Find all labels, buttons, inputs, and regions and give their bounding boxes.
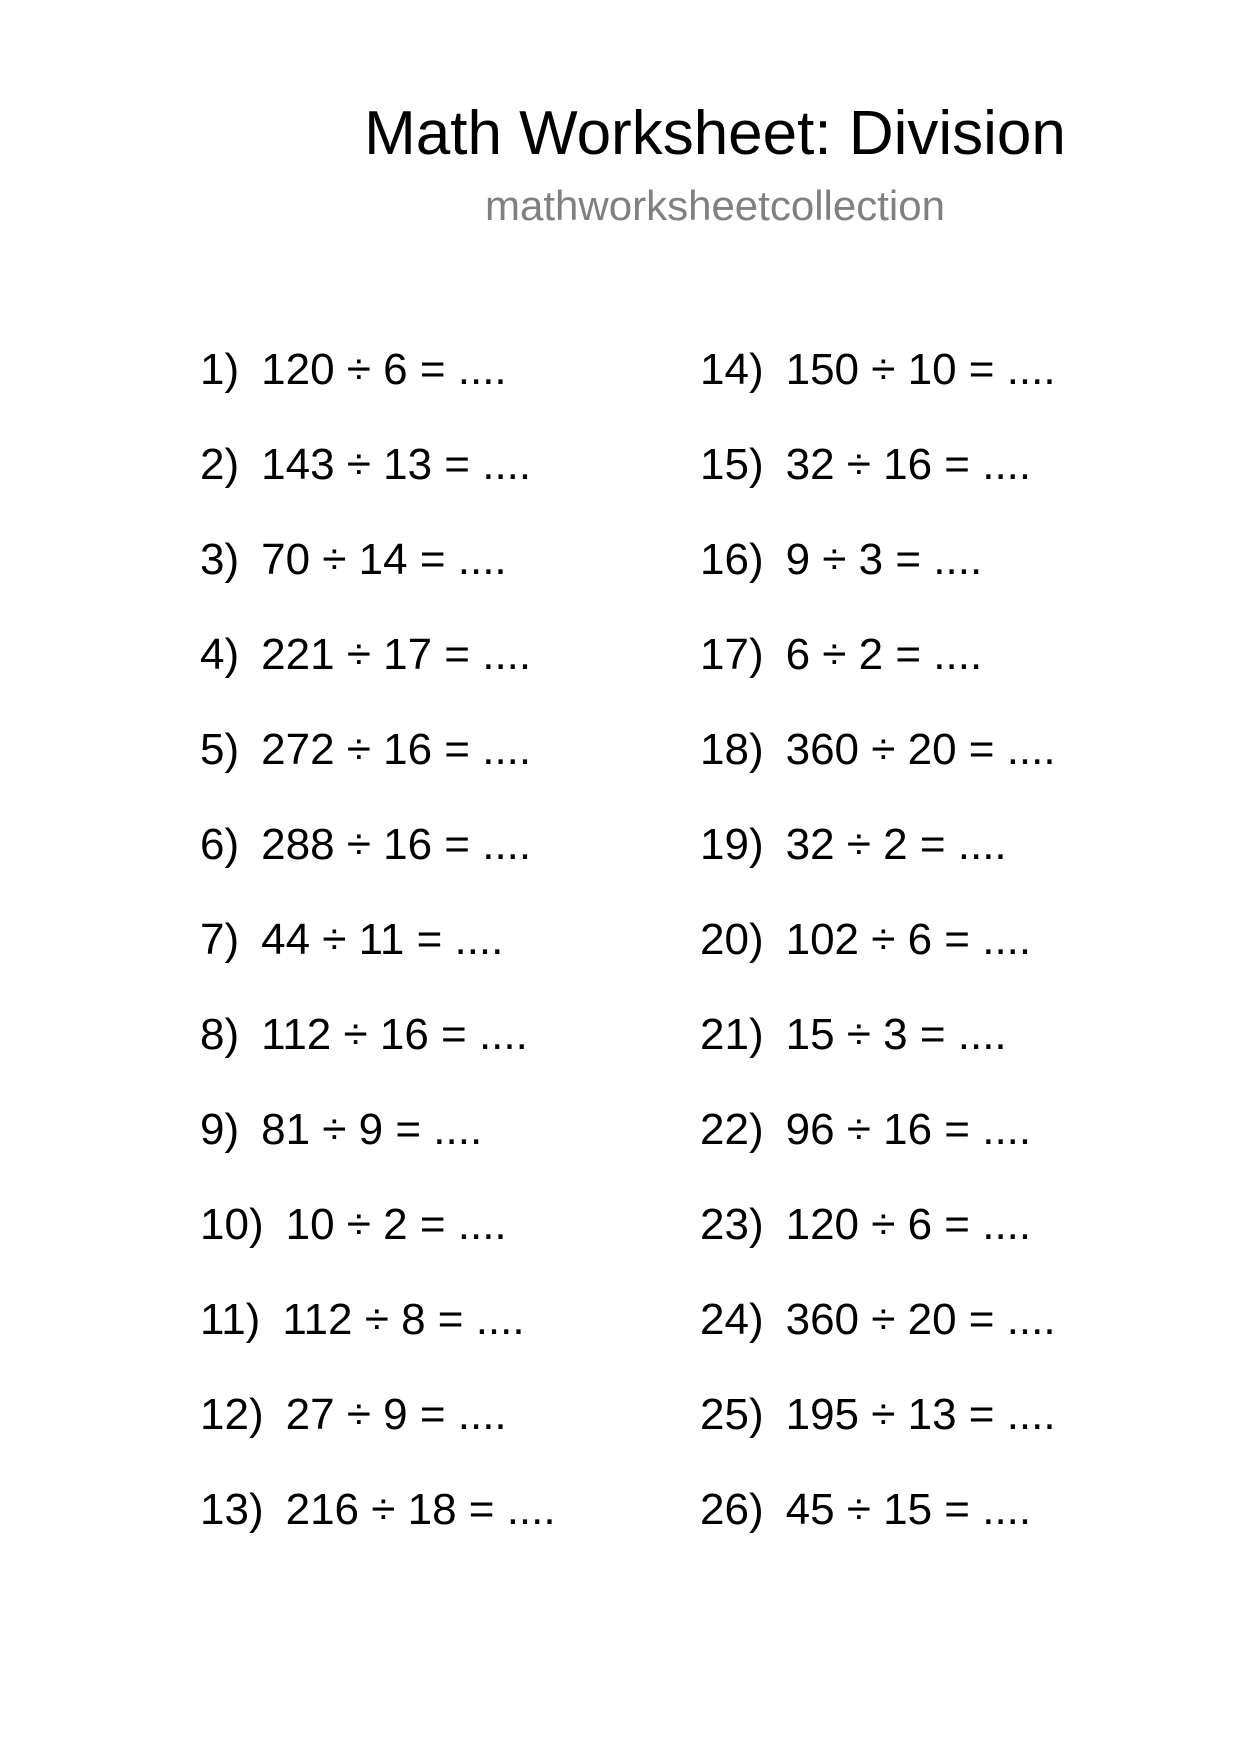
problem-number: 10) — [200, 1200, 264, 1249]
problem-item — [700, 340, 1056, 435]
problem-expression: 96 ÷ 16 = .... — [785, 1105, 1032, 1154]
problem-item — [700, 1100, 1056, 1195]
problem-number: 11) — [200, 1295, 261, 1344]
problem-expression: 360 ÷ 20 = .... — [785, 1295, 1056, 1344]
problem-number: 17) — [700, 630, 764, 679]
problem-item — [200, 910, 556, 1005]
problem-expression: 216 ÷ 18 = .... — [285, 1485, 556, 1534]
problem-item — [700, 1195, 1056, 1290]
problem-number: 21) — [700, 1010, 764, 1059]
problem-item — [200, 1290, 556, 1385]
problem-column-left — [200, 340, 556, 1575]
worksheet-title: Math Worksheet: Division — [364, 99, 1066, 168]
problem-item — [700, 720, 1056, 815]
problem-number: 14) — [700, 345, 764, 394]
problem-expression: 288 ÷ 16 = .... — [261, 820, 532, 869]
problem-expression: 70 ÷ 14 = .... — [261, 535, 507, 584]
problem-expression: 27 ÷ 9 = .... — [285, 1390, 507, 1439]
problem-number: 3) — [200, 535, 240, 584]
problem-item — [200, 720, 556, 815]
problem-item — [200, 625, 556, 720]
problem-number: 24) — [700, 1295, 764, 1344]
problem-item — [200, 435, 556, 530]
problem-item — [200, 340, 556, 435]
problem-item — [700, 1290, 1056, 1385]
problem-item — [700, 1385, 1056, 1480]
problem-number: 1) — [200, 345, 240, 394]
problem-item — [200, 1195, 556, 1290]
problem-column-right — [700, 340, 1056, 1575]
problem-number: 9) — [200, 1105, 240, 1154]
problem-number: 4) — [200, 630, 240, 679]
problem-item — [200, 530, 556, 625]
problem-number: 23) — [700, 1200, 764, 1249]
problem-expression: 32 ÷ 2 = .... — [785, 820, 1007, 869]
problem-expression: 15 ÷ 3 = .... — [785, 1010, 1007, 1059]
problem-number: 20) — [700, 915, 764, 964]
problem-number: 16) — [700, 535, 764, 584]
problem-number: 19) — [700, 820, 764, 869]
problem-expression: 112 ÷ 8 = .... — [282, 1295, 525, 1344]
problem-item — [700, 435, 1056, 530]
problem-expression: 81 ÷ 9 = .... — [261, 1105, 483, 1154]
problem-number: 12) — [200, 1390, 264, 1439]
problem-item — [200, 1385, 556, 1480]
problem-item — [700, 625, 1056, 720]
problem-expression: 143 ÷ 13 = .... — [261, 440, 532, 489]
problem-expression: 150 ÷ 10 = .... — [785, 345, 1056, 394]
problem-expression: 9 ÷ 3 = .... — [785, 535, 983, 584]
problem-number: 2) — [200, 440, 240, 489]
problem-number: 25) — [700, 1390, 764, 1439]
problem-number: 8) — [200, 1010, 240, 1059]
problem-expression: 360 ÷ 20 = .... — [785, 725, 1056, 774]
problem-number: 26) — [700, 1485, 764, 1534]
problem-number: 22) — [700, 1105, 764, 1154]
problem-number: 6) — [200, 820, 240, 869]
problem-number: 15) — [700, 440, 764, 489]
problem-item — [200, 815, 556, 910]
problem-expression: 45 ÷ 15 = .... — [785, 1485, 1032, 1534]
problem-expression: 120 ÷ 6 = .... — [261, 345, 507, 394]
problem-expression: 102 ÷ 6 = .... — [785, 915, 1032, 964]
problem-expression: 272 ÷ 16 = .... — [261, 725, 532, 774]
problem-item — [200, 1100, 556, 1195]
problem-expression: 32 ÷ 16 = .... — [785, 440, 1032, 489]
problem-expression: 112 ÷ 16 = .... — [261, 1010, 528, 1059]
problem-expression: 221 ÷ 17 = .... — [261, 630, 532, 679]
problem-number: 7) — [200, 915, 240, 964]
problem-expression: 195 ÷ 13 = .... — [785, 1390, 1056, 1439]
problem-item — [700, 530, 1056, 625]
worksheet-subtitle: mathworksheetcollection — [485, 182, 945, 229]
problem-item — [200, 1480, 556, 1575]
problem-expression: 6 ÷ 2 = .... — [785, 630, 983, 679]
problem-item — [700, 815, 1056, 910]
problem-expression: 10 ÷ 2 = .... — [285, 1200, 507, 1249]
problem-number: 13) — [200, 1485, 264, 1534]
problem-expression: 120 ÷ 6 = .... — [785, 1200, 1032, 1249]
problem-number: 18) — [700, 725, 764, 774]
problem-item — [700, 1005, 1056, 1100]
problem-number: 5) — [200, 725, 240, 774]
problem-item — [700, 910, 1056, 1005]
problem-expression: 44 ÷ 11 = .... — [261, 915, 504, 964]
problem-item — [200, 1005, 556, 1100]
problem-item — [700, 1480, 1056, 1575]
